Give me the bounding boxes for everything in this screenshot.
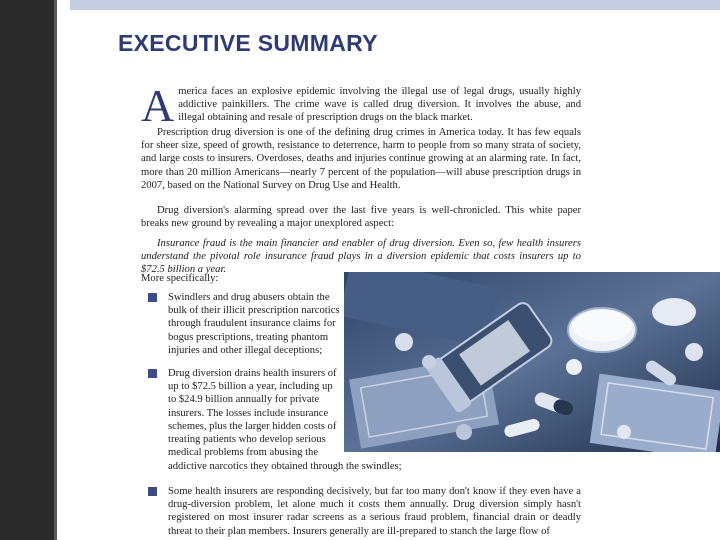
bullet-drains-insurers: Drug diversion drains health insurers of up to $72.5 billion a year, including up to $24.9 billion annually for private insurers. The losses include insurance schemes, plus the larger hidden costs of treating patients who develop serious medical problems from abusing the — [168, 368, 337, 459]
pills-and-money-illustration — [344, 272, 720, 452]
bullet-swindlers: Swindlers and drug abusers obtain the bulk of their illicit prescription narcotics through fraudulent insurance claims for bogus prescriptions, treating phantom injuries and other illegal deceptions; — [168, 292, 340, 356]
drop-cap: A — [141, 80, 175, 131]
viewer-left-bar — [0, 0, 54, 540]
bullet-insurers-responding: Some health insurers are responding decisively, but far too many don't know if they even have a drug-diversion problem, let alone much it costs them annually. Drug diversion simply hasn't registered on most insurer radar screens as a serious fraud problem, financial drain or deadly threat to their plan members. Insurers generally are ill-prepared to stanch the large flow of — [168, 486, 581, 537]
page-title: EXECUTIVE SUMMARY — [118, 30, 378, 56]
intro-paragraph — [141, 80, 581, 131]
page-top-strip — [70, 0, 720, 10]
pills-and-money-photo — [344, 272, 720, 452]
paragraph-well-chronicled: Drug diversion's alarming spread over the last five years is well-chronicled. This white paper breaks new ground by revealing a major unexplored aspect: — [141, 205, 581, 230]
bullet-drains-insurers-tail: addictive narcotics they obtained through the swindles; — [168, 461, 402, 472]
intro-paragraph-text: merica faces an explosive epidemic involving the illegal use of legal drugs, usually highly addictive painkillers. The crime wave is called drug diversion. It involves the abuse, and illegal obtaining and resale of prescription drugs on the black market. — [178, 86, 581, 124]
bullet-marker — [148, 293, 157, 302]
more-specifically-label: More specifically: — [141, 273, 219, 284]
paragraph-defining-crime: Prescription drug diversion is one of the defining drug crimes in America today. It has few equals for sheer size, speed of growth, resistance to deterrence, harm to people from so many strata of society, and large costs to insurers. Overdoses, deaths and injuries continue growing at an alarming rate. In fact, more than 20 million Americans—nearly 7 percent of the population—will abuse prescription drugs in 2007, based on the National Survey on Drug Use and Health. — [141, 127, 581, 191]
paragraph-insurance-fraud: Insurance fraud is the main financier and enabler of drug diversion. Even so, few health insurers understand the pivotal role insurance fraud plays in a diversion epidemic that costs insurers up to $72.5 billion a year. — [141, 238, 581, 276]
bullet-marker — [148, 369, 157, 378]
viewer-left-bar-edge — [54, 0, 57, 540]
bullet-marker — [148, 487, 157, 496]
